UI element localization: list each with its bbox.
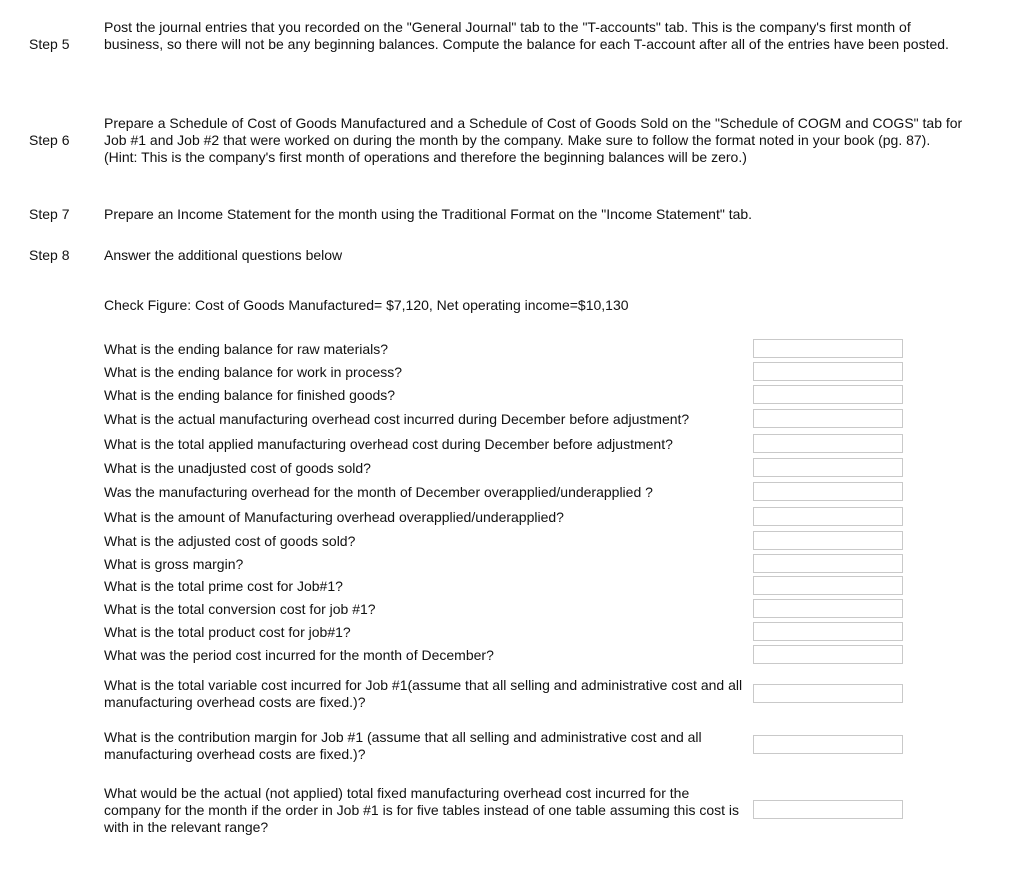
- answer-input-17[interactable]: [753, 800, 903, 819]
- answer-input-1[interactable]: [753, 339, 903, 358]
- check-figure: Check Figure: Cost of Goods Manufactured= $7,120, Net operating income=$10,130: [104, 297, 629, 313]
- answer-input-14[interactable]: [753, 645, 903, 664]
- question-12: What is the total conversion cost for job #1?: [104, 601, 376, 617]
- question-14: What was the period cost incurred for the month of December?: [104, 647, 494, 663]
- question-1: What is the ending balance for raw materials?: [104, 341, 389, 357]
- answer-input-13[interactable]: [753, 622, 903, 641]
- question-5: What is the total applied manufacturing overhead cost during December before adjustment?: [104, 436, 673, 452]
- question-9: What is the adjusted cost of goods sold?: [104, 533, 356, 549]
- answer-input-12[interactable]: [753, 599, 903, 618]
- step-6-text: Prepare a Schedule of Cost of Goods Manufactured and a Schedule of Cost of Goods Sold on the "Schedule of COGM and COGS" tab for Job #1 and Job #2 that were worked on during the month by the company. Make sure to follow the format noted in your book (pg. 87). (Hint: This is the company's first month of operations and therefore the beginning balances will be zero.): [104, 115, 963, 165]
- answer-input-15[interactable]: [753, 684, 903, 703]
- answer-input-9[interactable]: [753, 531, 903, 550]
- step-8-label: Step 8: [29, 247, 70, 263]
- question-13: What is the total product cost for job#1?: [104, 624, 351, 640]
- question-17: What would be the actual (not applied) total fixed manufacturing overhead cost incurred for the company for the month if the order in Job #1 is for five tables instead of one table assuming this cost is with in the relevant range?: [104, 785, 740, 835]
- answer-input-10[interactable]: [753, 554, 903, 573]
- step-8-text: Answer the additional questions below: [104, 247, 343, 263]
- step-7-text: Prepare an Income Statement for the month using the Traditional Format on the "Income Statement" tab.: [104, 206, 753, 222]
- answer-input-7[interactable]: [753, 482, 903, 501]
- question-3: What is the ending balance for finished goods?: [104, 387, 396, 403]
- question-11: What is the total prime cost for Job#1?: [104, 578, 343, 594]
- question-10: What is gross margin?: [104, 556, 244, 572]
- step-6-label: Step 6: [29, 132, 70, 148]
- answer-input-3[interactable]: [753, 385, 903, 404]
- answer-input-11[interactable]: [753, 576, 903, 595]
- answer-input-6[interactable]: [753, 458, 903, 477]
- answer-input-2[interactable]: [753, 362, 903, 381]
- question-8: What is the amount of Manufacturing overhead overapplied/underapplied?: [104, 509, 564, 525]
- step-5-text: Post the journal entries that you recorded on the "General Journal" tab to the "T-accounts" tab. This is the company's first month of business, so there will not be any beginning balances. Compute the balance for each T-account after all of the entries have been posted.: [104, 19, 949, 52]
- answer-input-8[interactable]: [753, 507, 903, 526]
- answer-input-16[interactable]: [753, 735, 903, 754]
- question-7: Was the manufacturing overhead for the month of December overapplied/underapplied ?: [104, 484, 653, 500]
- answer-input-5[interactable]: [753, 434, 903, 453]
- answer-input-4[interactable]: [753, 409, 903, 428]
- question-2: What is the ending balance for work in process?: [104, 364, 403, 380]
- step-7-label: Step 7: [29, 206, 70, 222]
- step-5-label: Step 5: [29, 36, 70, 52]
- question-6: What is the unadjusted cost of goods sold?: [104, 460, 371, 476]
- question-16: What is the contribution margin for Job #1 (assume that all selling and administrative cost and all manufacturing overhead costs are fixed.)?: [104, 729, 702, 762]
- question-15: What is the total variable cost incurred for Job #1(assume that all selling and administrative cost and all manufacturing overhead costs are fixed.)?: [104, 677, 743, 710]
- question-4: What is the actual manufacturing overhead cost incurred during December before adjustment?: [104, 411, 690, 427]
